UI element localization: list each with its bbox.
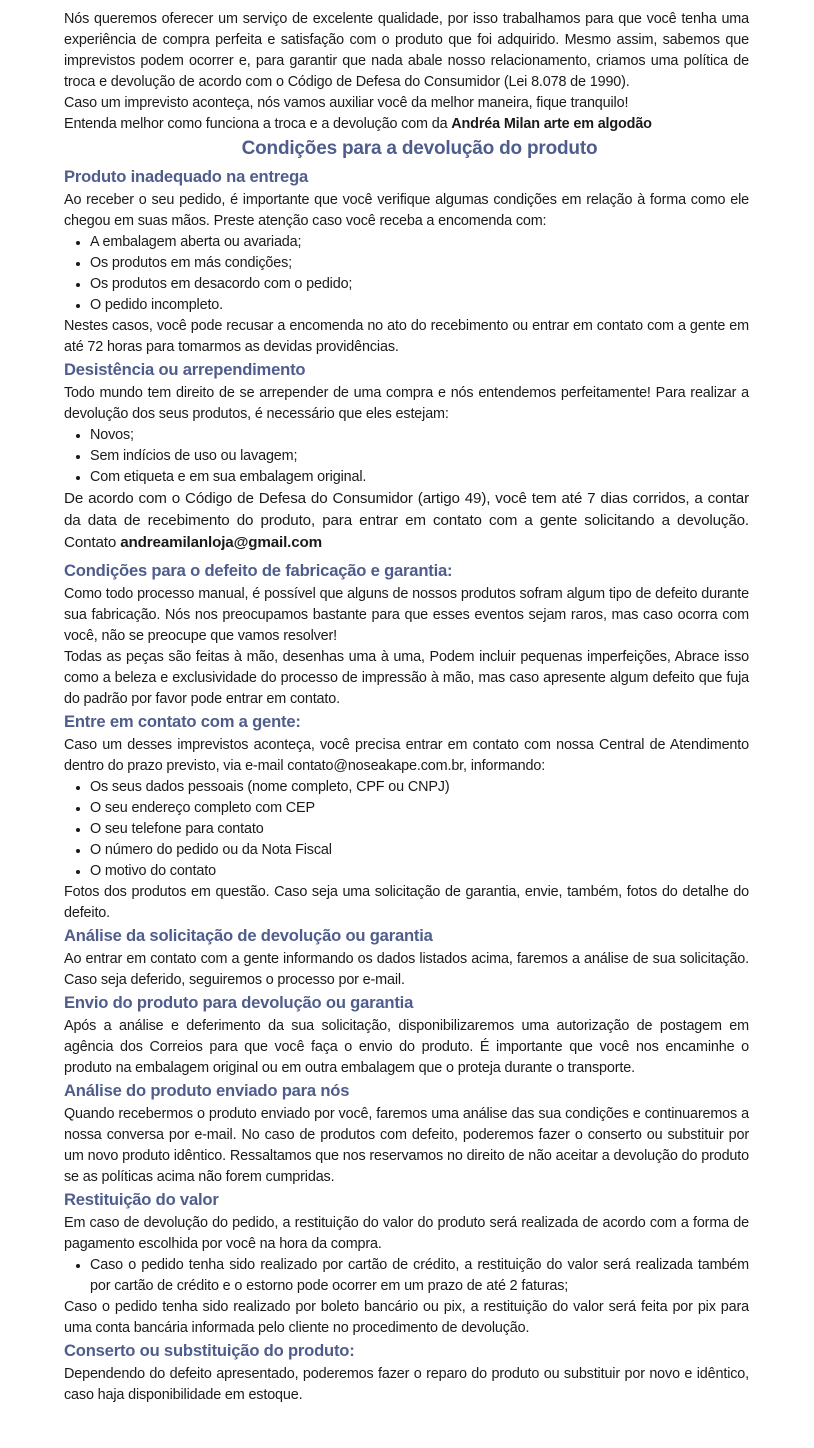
section-title-analise-produto: Análise do produto enviado para nós xyxy=(64,1081,350,1100)
cdc-text: De acordo com o Código de Defesa do Consumidor (artigo 49), você tem até 7 dias corridos, a contar da data de recebimento do produto, para entrar em contato com a gente solicitando a devolução. Contato xyxy=(64,490,749,551)
section-text: Nestes casos, você pode recusar a encomenda no ato do recebimento ou entrar em contato com a gente em até 72 horas para tomarmos as devidas providências. xyxy=(64,318,749,355)
section-title-conserto: Conserto ou substituição do produto: xyxy=(64,1341,355,1360)
section-title-analise-solicitacao: Análise da solicitação de devolução ou garantia xyxy=(64,926,433,945)
list-item: Os produtos em desacordo com o pedido; xyxy=(90,274,749,295)
intro-brand-prefix: Entenda melhor como funciona a troca e a devolução com da xyxy=(64,116,452,132)
list-restituicao xyxy=(64,1255,749,1297)
list-item: O número do pedido ou da Nota Fiscal xyxy=(90,840,749,861)
section-text: Todo mundo tem direito de se arrepender de uma compra e nós entendemos perfeitamente! Para realizar a devolução dos seus produtos, é necessário que eles estejam: xyxy=(64,385,749,422)
section-title-inadequado: Produto inadequado na entrega xyxy=(64,167,309,186)
list-contato xyxy=(64,777,749,882)
intro-brand-line xyxy=(64,114,749,135)
section-text: Em caso de devolução do pedido, a restituição do valor do produto será realizada de acordo com a forma de pagamento escolhida por você na hora da compra. xyxy=(64,1215,749,1252)
section-title-desistencia: Desistência ou arrependimento xyxy=(64,360,306,379)
list-item: Os seus dados pessoais (nome completo, CPF ou CNPJ) xyxy=(90,777,749,798)
list-item: Caso o pedido tenha sido realizado por cartão de crédito, a restituição do valor será realizada também por cartão de crédito e o estorno pode ocorrer em um prazo de até 2 faturas; xyxy=(90,1255,749,1297)
section-title-contato: Entre em contato com a gente: xyxy=(64,712,301,731)
brand-name: Andréa Milan arte em algodão xyxy=(451,116,652,132)
list-item: O pedido incompleto. xyxy=(90,295,749,316)
contact-email[interactable]: andreamilanloja@gmail.com xyxy=(120,534,323,551)
list-item: Novos; xyxy=(90,425,749,446)
section-text: Caso o pedido tenha sido realizado por boleto bancário ou pix, a restituição do valor será feita por pix para uma conta bancária informada pelo cliente no procedimento de devolução. xyxy=(64,1299,749,1336)
section-title-defeito: Condições para o defeito de fabricação e garantia: xyxy=(64,561,453,580)
list-item: Com etiqueta e em sua embalagem original. xyxy=(90,467,749,488)
list-item: O seu telefone para contato xyxy=(90,819,749,840)
list-item: O motivo do contato xyxy=(90,861,749,882)
page-title: Condições para a devolução do produto xyxy=(241,138,598,159)
section-text: Fotos dos produtos em questão. Caso seja uma solicitação de garantia, envie, também, fotos do detalhe do defeito. xyxy=(64,884,749,921)
section-text: Ao receber o seu pedido, é importante que você verifique algumas condições em relação à forma como ele chegou em suas mãos. Preste atenção caso você receba a encomenda com: xyxy=(64,192,749,229)
section-text: Quando recebermos o produto enviado por você, faremos uma análise das sua condições e continuaremos a nossa conversa por e-mail. No caso de produtos com defeito, poderemos fazer o conserto ou substituir por um novo produto idêntico. Ressaltamos que nos reservamos no direito de não aceitar a devolução do produto se as políticas acima não forem cumpridas. xyxy=(64,1106,749,1185)
section-text: Todas as peças são feitas à mão, desenhas uma à uma, Podem incluir pequenas imperfeições, Abrace isso como a beleza e exclusividade do processo de impressão à mão, mas caso apresente algum defeito que fuja do padrão por favor pode entrar em contato. xyxy=(64,649,749,707)
list-item: Os produtos em más condições; xyxy=(90,253,749,274)
list-item: Sem indícios de uso ou lavagem; xyxy=(90,446,749,467)
list-item: A embalagem aberta ou avariada; xyxy=(90,232,749,253)
section-text: Ao entrar em contato com a gente informando os dados listados acima, faremos a análise de sua solicitação. Caso seja deferido, seguiremos o processo por e-mail. xyxy=(64,951,749,988)
list-inadequado xyxy=(64,232,749,316)
section-title-envio: Envio do produto para devolução ou garantia xyxy=(64,993,414,1012)
section-text: Como todo processo manual, é possível que alguns de nossos produtos sofram algum tipo de defeito durante sua fabricação. Nós nos preocupamos bastante para que esses eventos sejam raros, mas caso ocorra com você, não se preocupe que vamos resolver! xyxy=(64,586,749,644)
list-item: O seu endereço completo com CEP xyxy=(90,798,749,819)
section-text xyxy=(64,488,749,554)
section-title-restituicao: Restituição do valor xyxy=(64,1190,219,1209)
list-desistencia xyxy=(64,425,749,488)
section-text: Caso um desses imprevistos aconteça, você precisa entrar em contato com nossa Central de Atendimento dentro do prazo previsto, via e-mail contato@noseakape.com.br, informando: xyxy=(64,737,749,774)
policy-document xyxy=(64,9,749,1406)
section-text: Após a análise e deferimento da sua solicitação, disponibilizaremos uma autorização de postagem em agência dos Correios para que você faça o envio do produto. É importante que você nos encaminhe o produto na embalagem original ou em outra embalagem que o proteja durante o transporte. xyxy=(64,1018,749,1076)
intro-reassurance: Caso um imprevisto aconteça, nós vamos auxiliar você da melhor maneira, fique tranquilo! xyxy=(64,95,629,111)
section-text: Dependendo do defeito apresentado, poderemos fazer o reparo do produto ou substituir por novo e idêntico, caso haja disponibilidade em estoque. xyxy=(64,1366,749,1403)
intro-paragraph: Nós queremos oferecer um serviço de excelente qualidade, por isso trabalhamos para que você tenha uma experiência de compra perfeita e satisfação com o produto que foi adquirido. Mesmo assim, sabemos que imprevistos podem ocorrer e, para garantir que nada abale nosso relacionamento, criamos uma política de troca e devolução de acordo com o Código de Defesa do Consumidor (Lei 8.078 de 1990). xyxy=(64,11,749,90)
